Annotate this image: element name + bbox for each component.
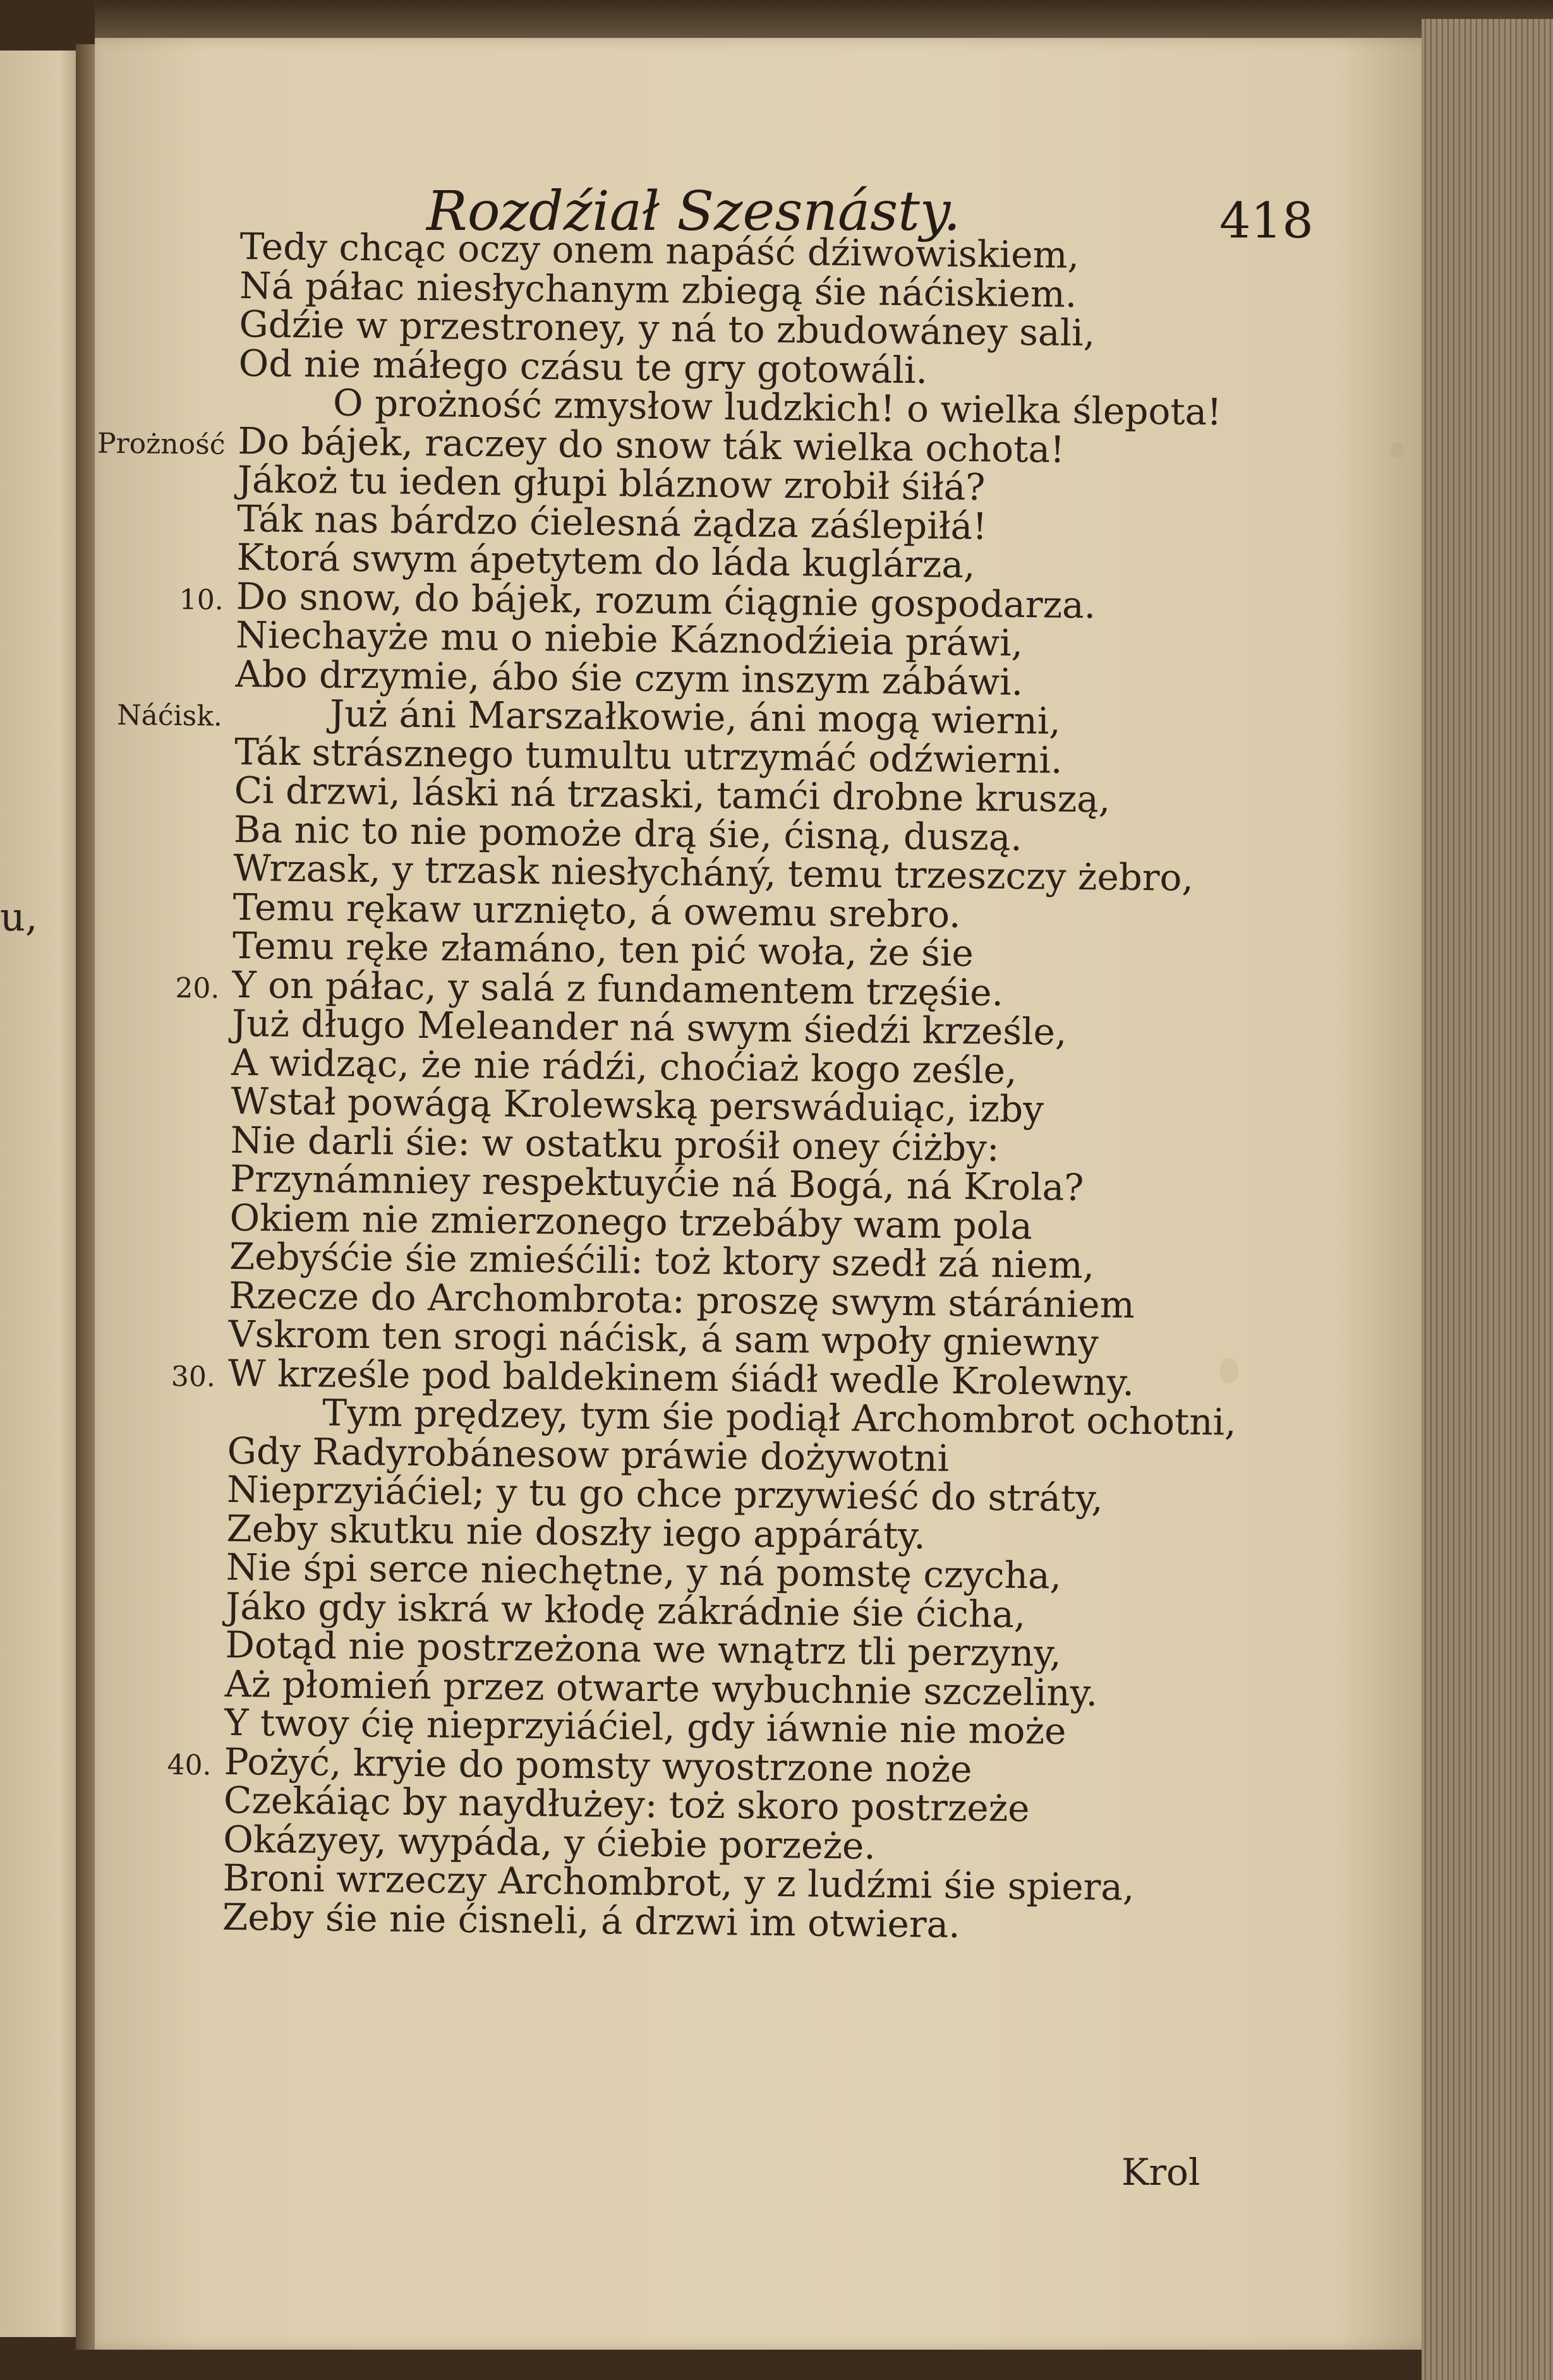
verse-line-text: O prożność zmysłow ludzkich! o wielka ślepota! bbox=[332, 381, 1222, 434]
verse-line-text: Temu ręke złamáno, ten pić woła, że śie bbox=[232, 923, 974, 975]
margin-note: 40. bbox=[167, 1748, 212, 1782]
margin-note: Prożność bbox=[97, 427, 226, 461]
verse-line-text: Do bájek, raczey do snow ták wielka ochota! bbox=[238, 419, 1065, 471]
verse-line-text: Do snow, do bájek, rozum ćiągnie gospodarza. bbox=[236, 574, 1096, 627]
verse-line-text: Zebyśćie śie zmieśćili: toż ktory szedł zá niem, bbox=[229, 1234, 1095, 1287]
verse-text bbox=[97, 225, 1289, 1947]
verse-line-text: Gdźie w przestroney, y ná to zbudowáney sali, bbox=[239, 302, 1096, 355]
verse-line-text: Aż płomień przez otwarte wybuchnie szczeliny. bbox=[224, 1662, 1098, 1714]
verse-line-text: Jáko gdy iskrá w kłodę zákrádnie śie ćicha, bbox=[225, 1584, 1026, 1636]
verse-line-text: Ták nas bárdzo ćielesná żądza záślepiłá! bbox=[236, 496, 988, 548]
verse-line-text: A widząc, że nie rádźi, choćiaż kogo ześle, bbox=[231, 1040, 1017, 1092]
verse-line-text: Przynámniey respektuyćie ná Bogá, ná Krola? bbox=[229, 1157, 1084, 1210]
page-number: 418 bbox=[1219, 193, 1314, 249]
verse-line-text: Zeby śie nie ćisneli, á drzwi im otwiera. bbox=[222, 1895, 960, 1946]
verse-line-text: Rzecze do Archombrota: proszę swym stárániem bbox=[228, 1273, 1135, 1326]
verse-line-text: Tedy chcąc oczy onem napáść dźiwowiskiem, bbox=[239, 225, 1080, 277]
verse-line-text: Wrzask, y trzask niesłycháný, temu trzeszczy żebro, bbox=[233, 846, 1194, 899]
stain bbox=[1390, 442, 1404, 459]
margin-note: Náćisk. bbox=[116, 699, 223, 733]
verse-line-text: Jákoż tu ieden głupi bláznow zrobił śiłá? bbox=[237, 457, 986, 509]
margin-note: 10. bbox=[179, 583, 224, 616]
verse-line-text: Od nie máłego czásu te gry gotowáli. bbox=[238, 341, 928, 392]
verse-line-text: Ktorá swym ápetytem do láda kuglárza, bbox=[236, 535, 976, 587]
verse-line-text: Czekáiąc by naydłużey: toż skoro postrzeże bbox=[223, 1778, 1030, 1830]
verse-line-text: Nie śpi serce niechętne, y ná pomstę czycha, bbox=[226, 1545, 1062, 1597]
verse-line-text: Y on páłac, y salá z fundamentem trzęśie. bbox=[232, 963, 1004, 1014]
page-edges bbox=[1422, 19, 1553, 2380]
verse-line-text: Ná páłac niesłychanym zbiegą śie náćiskiem. bbox=[239, 263, 1077, 316]
left-page bbox=[0, 51, 85, 2337]
verse-line-text: Tym prędzey, tym śie podiął Archombrot ochotni, bbox=[322, 1391, 1236, 1444]
verse-line-text: Już áni Marszałkowie, áni mogą wierni, bbox=[329, 692, 1061, 743]
verse-line-text: Okázyey, wypáda, y ćiebie porzeże. bbox=[222, 1817, 876, 1868]
verse-line-text: Pożyć, kryie do pomsty wyostrzone noże bbox=[224, 1740, 972, 1791]
verse-line-text: Już długo Meleander ná swym śiedźi krześle, bbox=[231, 1001, 1067, 1054]
verse-line-text: Dotąd nie postrzeżona we wnątrz tli perzyny, bbox=[225, 1623, 1062, 1675]
verse-line-text: Vskrom ten srogi náćisk, á sam wpoły gniewny bbox=[228, 1312, 1099, 1365]
verse-line-text: Gdy Radyrobánesow práwie dożywotni bbox=[227, 1429, 950, 1480]
verse-line-text: Zeby skutku nie doszły iego appáráty. bbox=[226, 1506, 926, 1557]
verse-line-text: Wstał powágą Krolewską perswáduiąc, izby bbox=[231, 1079, 1044, 1131]
verse-line-text: Ták strásznego tumultu utrzymáć odźwierni. bbox=[234, 730, 1063, 782]
verse-line-text: Broni wrzeczy Archombrot, y z ludźmi śie spiera, bbox=[222, 1856, 1135, 1909]
verse-line-text: Ci drzwi, láski ná trzaski, tamći drobne kruszą, bbox=[234, 768, 1111, 821]
margin-note: 30. bbox=[171, 1360, 216, 1393]
left-page-text-fragment: u, bbox=[0, 894, 38, 940]
verse-line-text: Okiem nie zmierzonego trzebáby wam pola bbox=[229, 1196, 1033, 1247]
verse-line-text: Y twoy ćię nieprzyiáćiel, gdy iáwnie nie może bbox=[224, 1700, 1067, 1753]
catchword: Krol bbox=[1121, 2151, 1200, 2194]
verse-line-text: Nie darli śie: w ostatku prośił oney ćiżby: bbox=[230, 1118, 1000, 1170]
margin-note: 20. bbox=[175, 971, 220, 1005]
verse-line-text: Niechayże mu o niebie Káznodźieia práwi, bbox=[235, 613, 1024, 665]
verse-line-text: Temu rękaw urznięto, á owemu srebro. bbox=[233, 885, 961, 936]
verse-line-text: Abo drzymie, ábo śie czym inszym zábáwi. bbox=[235, 652, 1024, 704]
verse-line-text: Nieprzyiáćiel; y tu go chce przywieść do stráty, bbox=[226, 1467, 1104, 1520]
verse-line-text: W krześle pod baldekinem śiádł wedle Krolewny. bbox=[227, 1351, 1135, 1404]
verse-line-text: Ba nic to nie pomoże drą śie, ćisną, duszą. bbox=[233, 807, 1023, 859]
running-head: Rozdźiał Szesnásty. bbox=[426, 180, 961, 243]
